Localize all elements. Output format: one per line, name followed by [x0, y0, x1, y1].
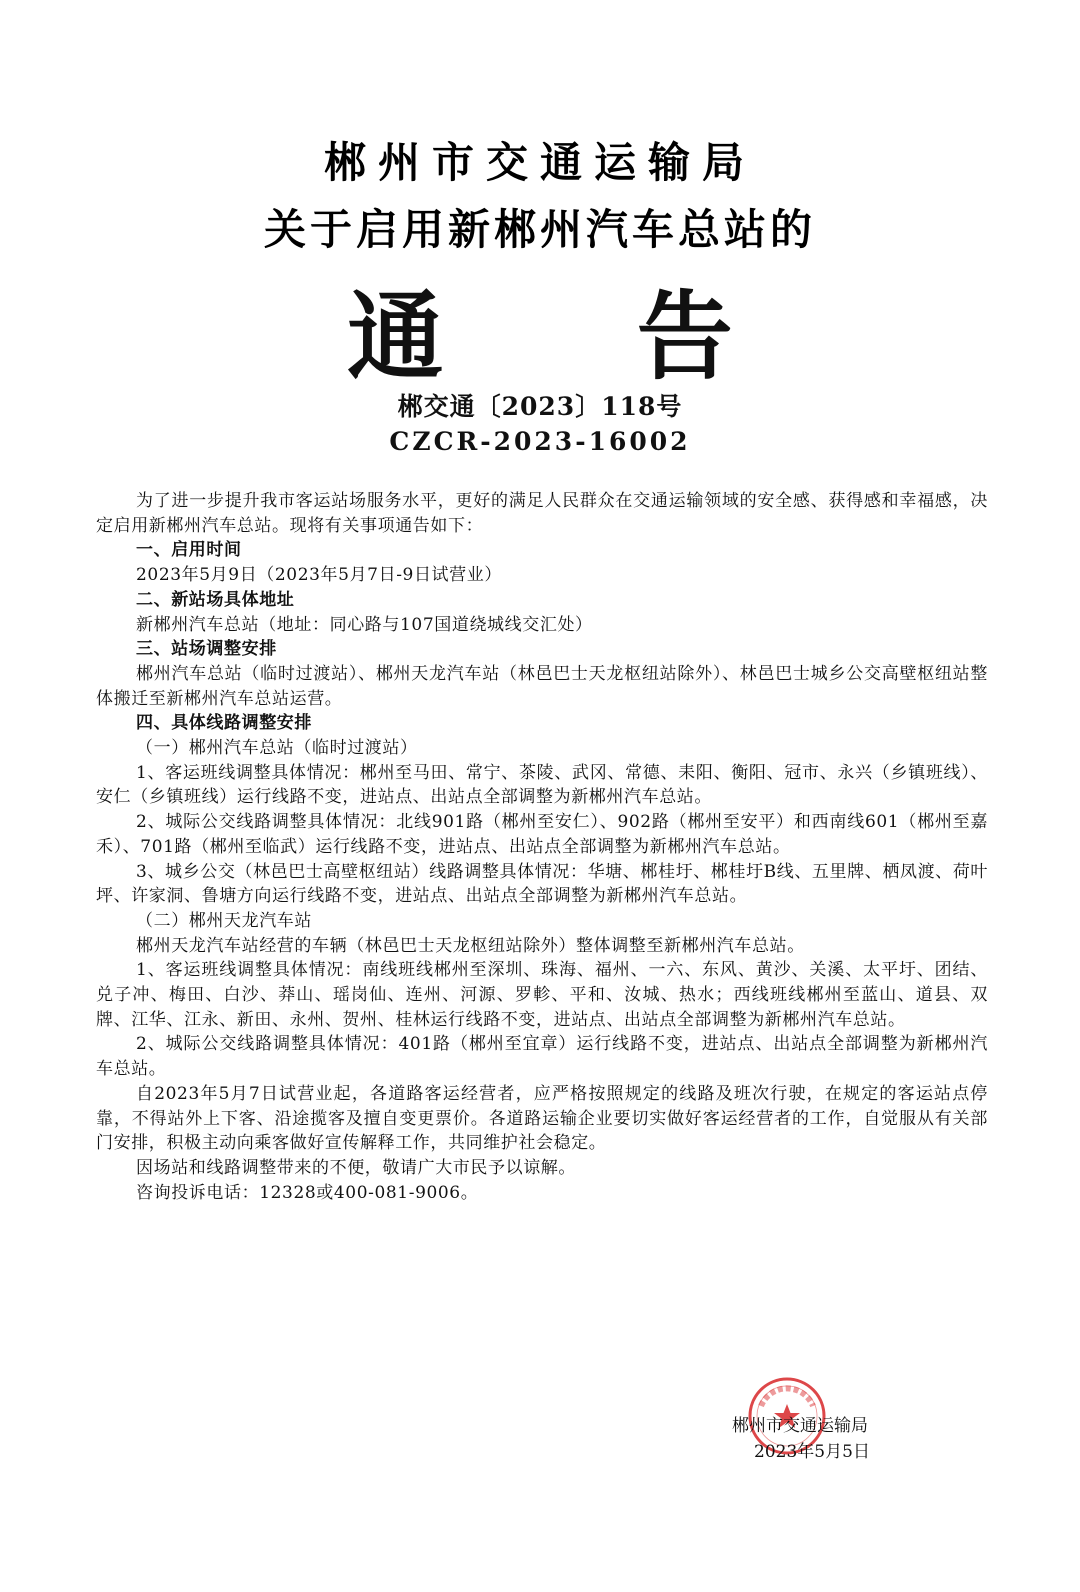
- body-paragraph: 1、客运班线调整具体情况：南线班线郴州至深圳、珠海、福州、一六、东风、黄沙、关溪、太平圩、团结、兑子冲、梅田、白沙、莽山、瑶岗仙、连州、河源、罗軫、平和、汝城、热水；西线班线郴州至蓝山、道县、双牌、江华、江永、新田、永州、贺州、桂林运行线路不变，进站点、出站点全部调整为新郴州汽车总站。: [96, 960, 988, 1030]
- body-paragraph: 为了进一步提升我市客运站场服务水平，更好的满足人民群众在交通运输领域的安全感、获得感和幸福感，决定启用新郴州汽车总站。现将有关事项通告如下：: [96, 491, 988, 536]
- signature-date: 2023年5月5日: [754, 1442, 870, 1462]
- body-paragraph: 2、城际公交线路调整具体情况：北线901路（郴州至安仁）、902路（郴州至安平）和西南线601（郴州至嘉禾）、701路（郴州至临武）运行线路不变，进站点、出站点全部调整为新郴州汽车总站。: [96, 812, 988, 857]
- section-heading: 一、启用时间: [136, 540, 242, 561]
- body-paragraph: （二）郴州天龙汽车站: [136, 910, 312, 931]
- signature-organization: 郴州市交通运输局: [732, 1416, 868, 1436]
- section-heading: 四、具体线路调整安排: [136, 713, 312, 734]
- body-paragraph: 自2023年5月7日试营业起，各道路客运经营者，应严格按照规定的线路及班次行驶，在规定的客运站点停靠，不得站外上下客、沿途揽客及擅自变更票价。各道路运输企业要切实做好客运经营者的工作，自觉服从有关部门安排，积极主动向乘客做好宣传解释工作，共同维护社会稳定。: [96, 1083, 988, 1154]
- body-paragraph: 郴州天龙汽车站经营的车辆（林邑巴士天龙枢纽站除外）整体调整至新郴州汽车总站。: [136, 935, 805, 956]
- body-paragraph: 郴州汽车总站（临时过渡站）、郴州天龙汽车站（林邑巴士天龙枢纽站除外）、林邑巴士城乡公交高壁枢纽站整体搬迁至新郴州汽车总站运营。: [96, 663, 988, 709]
- notice-body: [96, 489, 988, 1205]
- body-paragraph: 3、城乡公交（林邑巴士高壁枢纽站）线路调整具体情况：华塘、郴桂圩、郴桂圩B线、五里牌、栖凤渡、荷叶坪、许家洞、鲁塘方向运行线路不变，进站点、出站点全部调整为新郴州汽车总站。: [96, 861, 988, 907]
- body-paragraph: 因场站和线路调整带来的不便，敬请广大市民予以谅解。: [136, 1157, 576, 1178]
- body-paragraph: 咨询投诉电话：12328或400-081-9006。: [136, 1182, 479, 1203]
- body-paragraph: 2、城际公交线路调整具体情况：401路（郴州至宜章）运行线路不变，进站点、出站点全部调整为新郴州汽车总站。: [96, 1034, 988, 1080]
- notice-subject-title: 关于启用新郴州汽车总站的: [263, 205, 816, 254]
- document-code: CZCR-2023-16002: [389, 427, 691, 456]
- body-paragraph: 新郴州汽车总站（地址：同心路与107国道绕城线交汇处）: [136, 614, 593, 635]
- issuer-title: 郴州市交通运输局: [323, 138, 756, 187]
- body-paragraph: 2023年5月9日（2023年5月7日-9日试营业）: [136, 565, 502, 586]
- document-number: 郴交通〔2023〕118号: [397, 392, 683, 421]
- body-paragraph: 1、客运班线调整具体情况：郴州至马田、常宁、茶陵、武冈、常德、耒阳、衡阳、冠市、永兴（乡镇班线）、安仁（乡镇班线）运行线路不变，进站点、出站点全部调整为新郴州汽车总站。: [96, 762, 988, 808]
- section-heading: 二、新站场具体地址: [136, 589, 295, 610]
- section-heading: 三、站场调整安排: [136, 639, 277, 660]
- body-paragraph: （一）郴州汽车总站（临时过渡站）: [136, 738, 418, 759]
- notice-main-title: 通 告: [347, 280, 813, 393]
